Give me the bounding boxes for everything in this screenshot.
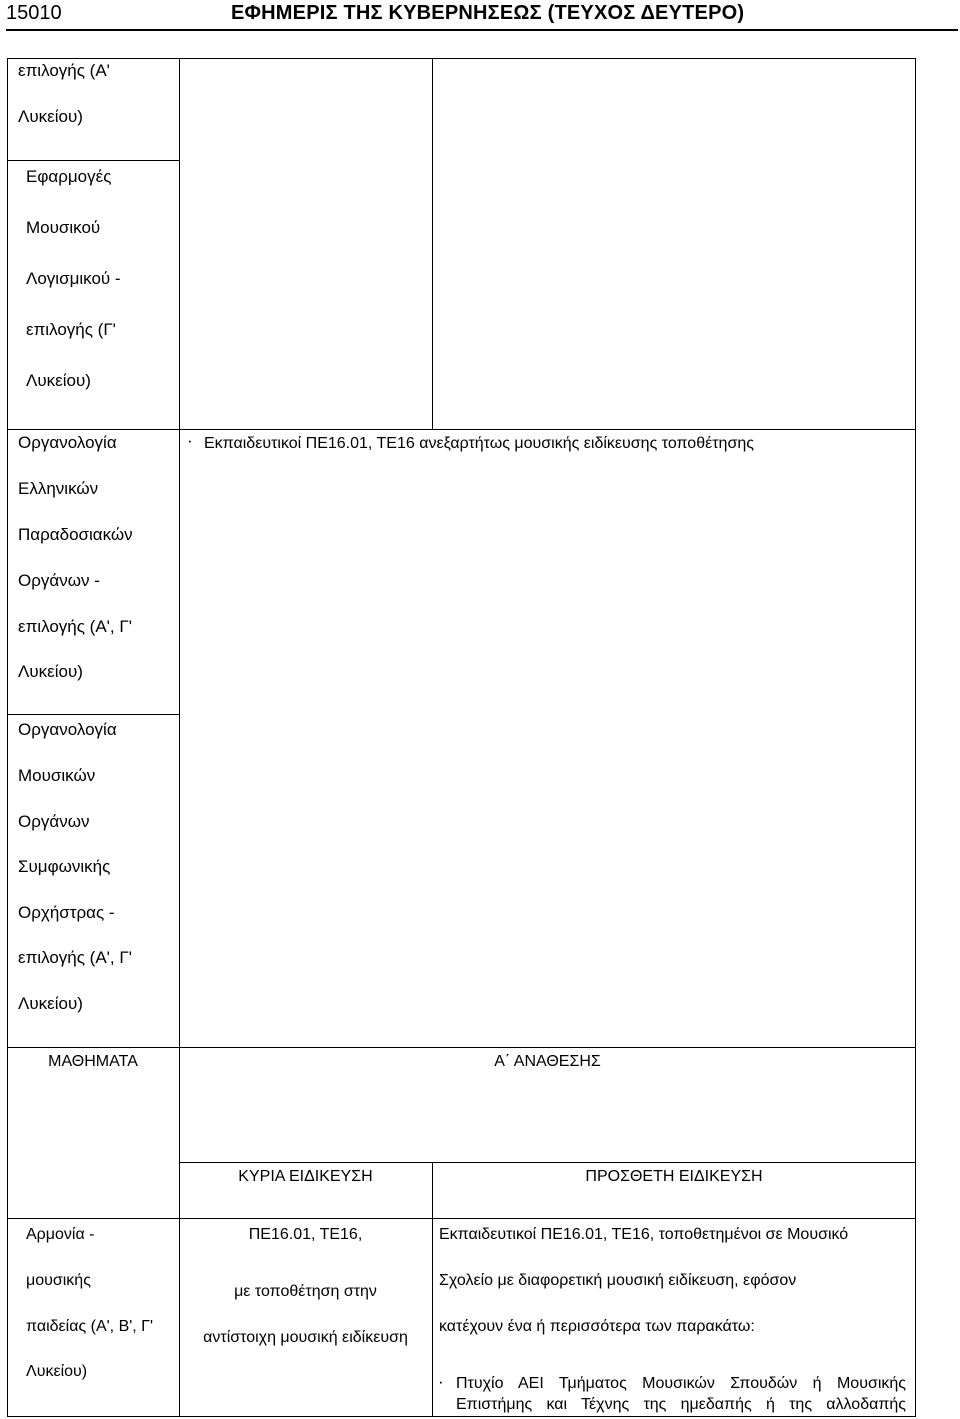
course-line: Συμφωνικής: [18, 857, 111, 876]
course-line: Ορχήστρας -: [18, 903, 115, 922]
course-line: επιλογής (Α', Γ': [18, 617, 132, 636]
course-line: Λυκείου): [18, 994, 83, 1013]
main-spec-line: ΠΕ16.01, ΤΕ16,: [248, 1226, 363, 1243]
extra-spec-line: Επιστήμης και Τέχνης της ημεδαπής ή της αλλοδαπής: [456, 1396, 906, 1413]
course-line: Λυκείου): [18, 107, 83, 126]
course-line: Λυκείου): [18, 662, 83, 681]
extra-spec-line: Σχολείο με διαφορετική μουσική ειδίκευση, εφόσον: [439, 1272, 797, 1289]
main-spec-line: με τοποθέτηση στην: [234, 1283, 377, 1300]
course-line: Μουσικού: [26, 218, 101, 237]
course-line: Αρμονία -: [26, 1226, 95, 1243]
main-spec-header: ΚΥΡΙΑ ΕΙΔΙΚΕΥΣΗ: [238, 1168, 373, 1185]
extra-spec-header: ΠΡΟΣΘΕΤΗ ΕΙΔΙΚΕΥΣΗ: [585, 1168, 763, 1185]
course-line: Λογισμικού -: [26, 269, 121, 288]
course-line: επιλογής (Α': [18, 61, 110, 80]
extra-spec-line: κατέχουν ένα ή περισσότερα των παρακάτω:: [439, 1318, 755, 1335]
bullet-icon: ·: [187, 431, 193, 450]
extra-spec-line: Εκπαιδευτικοί ΠΕ16.01, ΤΕ16, τοποθετημένοι σε Μουσικό: [439, 1226, 849, 1243]
course-line: επιλογής (Γ': [26, 320, 116, 339]
subjects-header: ΜΑΘΗΜΑΤΑ: [48, 1053, 138, 1070]
course-line: Οργανολογία: [18, 720, 117, 739]
course-line: επιλογής (Α', Γ': [18, 948, 132, 967]
main-spec-line: αντίστοιχη μουσική ειδίκευση: [203, 1329, 408, 1346]
course-line: Λυκείου): [26, 371, 91, 390]
course-line: παιδείας (Α', Β', Γ': [26, 1318, 154, 1335]
course-line: Οργανολογία: [18, 433, 117, 452]
course-line: Μουσικών: [18, 766, 96, 785]
assignment-text: Εκπαιδευτικοί ΠΕ16.01, ΤΕ16 ανεξαρτήτως μουσικής ειδίκευσης τοποθέτησης: [204, 435, 754, 452]
gazette-title: ΕΦΗΜΕΡΙΣ ΤΗΣ ΚΥΒΕΡΝΗΣΕΩΣ (ΤΕΥΧΟΣ ΔΕΥΤΕΡΟ): [231, 2, 745, 24]
header-rule: [6, 29, 958, 31]
page-number: 15010: [6, 2, 62, 24]
course-line: Οργάνων -: [18, 571, 100, 590]
course-line: Λυκείου): [26, 1363, 88, 1380]
extra-spec-line: Πτυχίο ΑΕΙ Τμήματος Μουσικών Σπουδών ή Μουσικής: [456, 1375, 906, 1392]
course-line: Οργάνων: [18, 812, 90, 831]
assignment-header: Α΄ ΑΝΑΘΕΣΗΣ: [494, 1053, 601, 1070]
course-line: μουσικής: [26, 1272, 91, 1289]
course-line: Παραδοσιακών: [18, 525, 133, 544]
course-line: Ελληνικών: [18, 479, 99, 498]
course-line: Εφαρμογές: [26, 167, 112, 186]
bullet-icon: ·: [438, 1372, 444, 1391]
